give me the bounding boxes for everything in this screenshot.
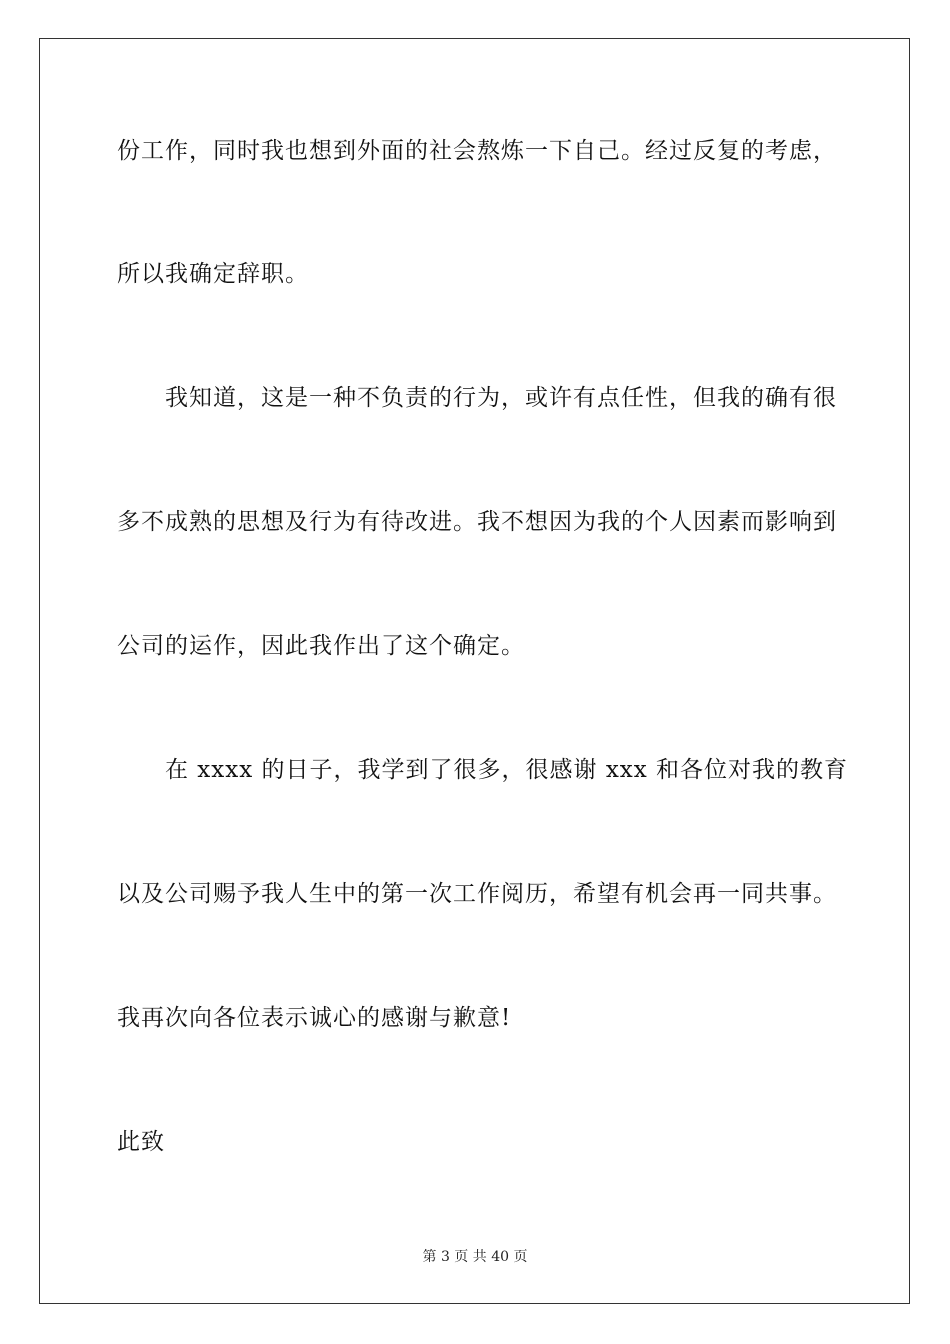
paragraph-line-3: 我知道，这是一种不负责的行为，或许有点任性，但我的确有很 (165, 385, 837, 411)
page-frame (39, 38, 910, 1304)
paragraph-line-1: 份工作，同时我也想到外面的社会熬炼一下自己。经过反复的考虑， (117, 138, 837, 164)
closing-salutation: 此致 (117, 1129, 165, 1155)
paragraph-line-6: 在 xxxx 的日子，我学到了很多，很感谢 xxx 和各位对我的教育 (165, 757, 849, 783)
page-number-footer: 第 3 页 共 40 页 (422, 1249, 528, 1265)
paragraph-line-2: 所以我确定辞职。 (117, 261, 309, 287)
paragraph-line-8: 我再次向各位表示诚心的感谢与歉意! (117, 1005, 512, 1031)
paragraph-line-5: 公司的运作，因此我作出了这个确定。 (117, 633, 525, 659)
paragraph-line-7: 以及公司赐予我人生中的第一次工作阅历，希望有机会再一同共事。 (117, 881, 837, 907)
paragraph-line-4: 多不成熟的思想及行为有待改进。我不想因为我的个人因素而影响到 (117, 509, 837, 535)
